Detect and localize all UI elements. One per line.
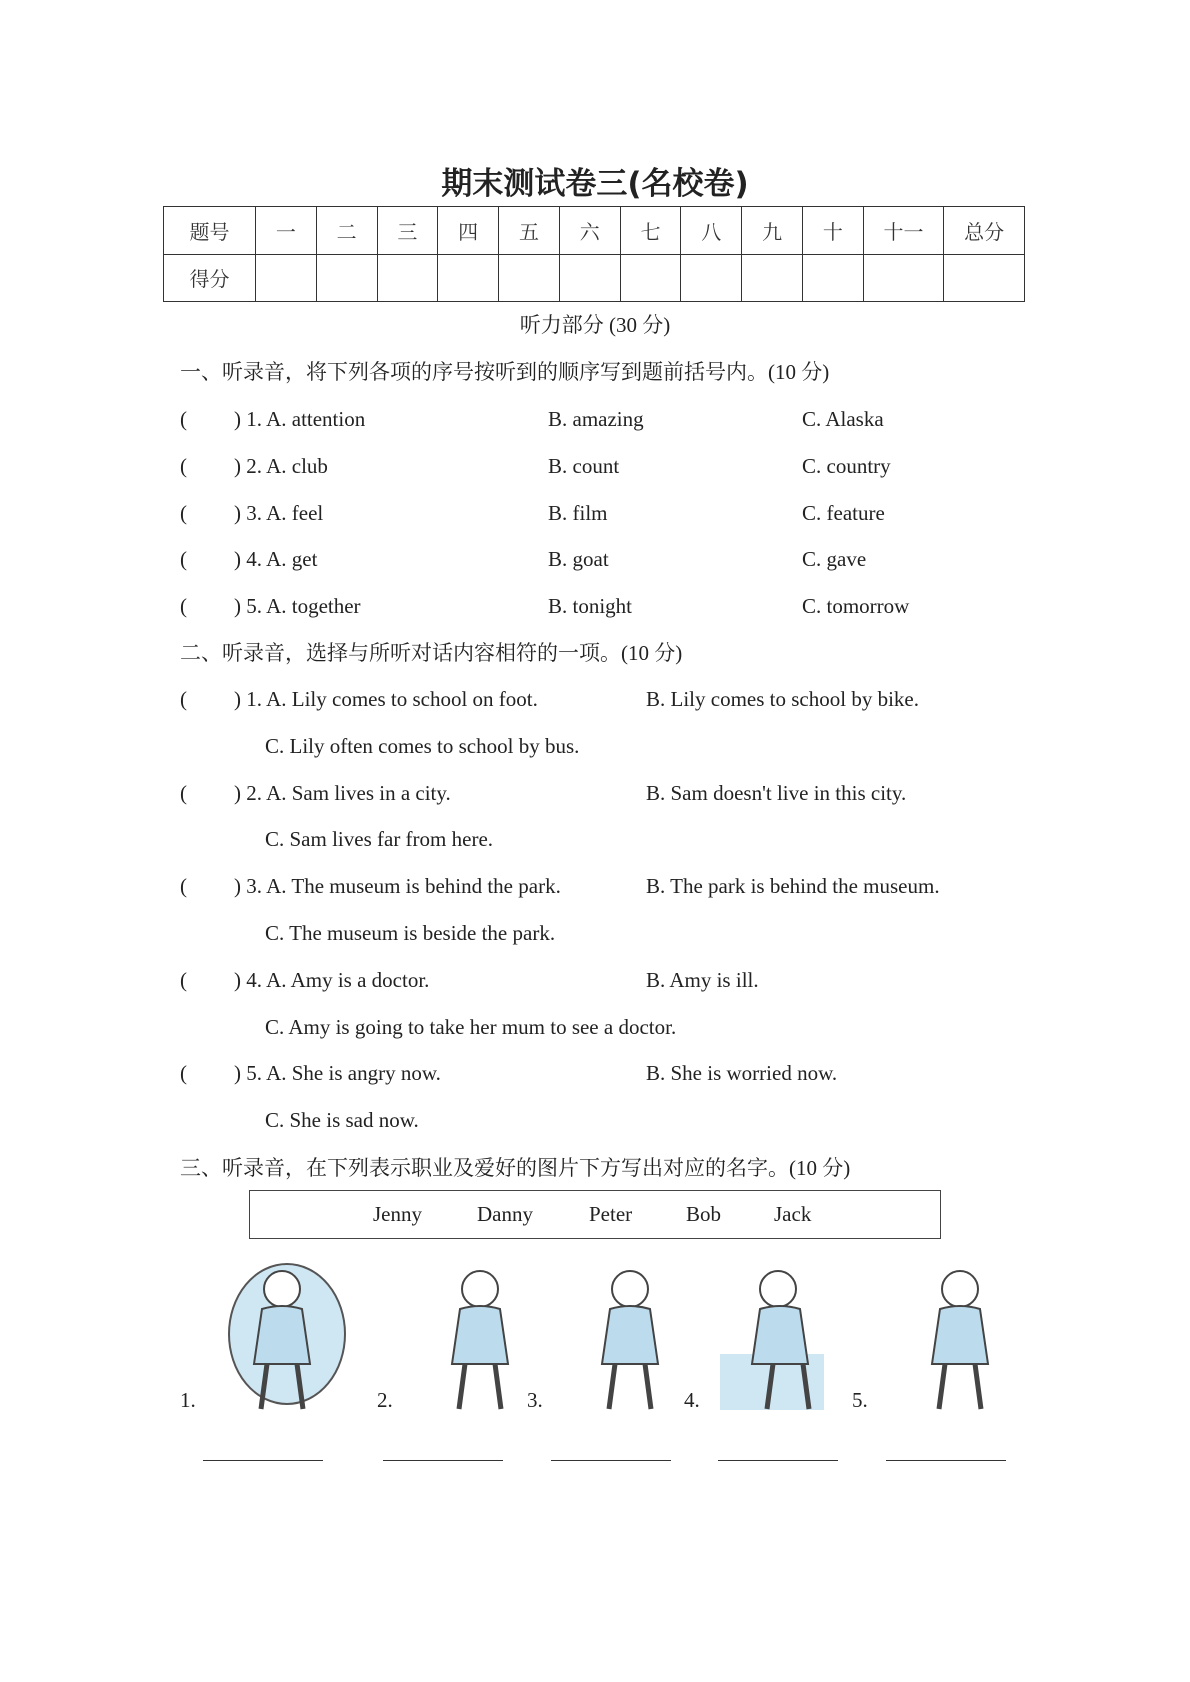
answer-paren[interactable]: ( [180, 500, 187, 525]
question-option-c: C. Sam lives far from here. [265, 827, 494, 852]
question-option-b: B. The park is behind the museum. [646, 874, 940, 899]
name-option: Danny [477, 1202, 533, 1226]
score-input-cell[interactable] [499, 254, 560, 302]
question-option-a: ) 1. A. Lily comes to school on foot. [234, 687, 538, 711]
question-option-a: ) 5. A. She is angry now. [234, 1061, 441, 1086]
picture-number: 4. [684, 1388, 700, 1412]
office-woman-picture [718, 1254, 868, 1419]
question-option-a: ) 4. A. get [234, 547, 318, 572]
question-option-b: B. goat [548, 547, 609, 572]
question-option-c: C. country [802, 453, 891, 478]
question-option-a: ) 2. A. club [234, 453, 328, 478]
score-header-cell: 五 [499, 207, 560, 255]
answer-paren[interactable]: ( [180, 874, 187, 899]
score-input-cell[interactable] [316, 254, 377, 302]
score-input-cell[interactable] [802, 254, 863, 302]
score-header-cell: 六 [559, 207, 620, 255]
question-option-a: ) 5. A. together [234, 594, 361, 619]
question-option-b: B. Amy is ill. [646, 967, 759, 992]
score-header-cell: 一 [255, 207, 316, 255]
score-input-cell[interactable] [255, 254, 316, 302]
score-header-cell: 四 [438, 207, 499, 255]
score-row-label: 得分 [164, 254, 256, 302]
question-option-b: B. film [548, 500, 608, 525]
score-header-cell: 七 [620, 207, 681, 255]
score-input-cell[interactable] [559, 254, 620, 302]
name-option: Bob [686, 1202, 722, 1226]
question-option-c: C. feature [802, 500, 885, 525]
question-option-c: C. The museum is beside the park. [265, 921, 556, 945]
question-option-a: ) 4. A. Amy is a doctor. [234, 967, 430, 992]
answer-blank[interactable] [718, 1460, 838, 1461]
answer-blank[interactable] [203, 1460, 323, 1461]
answer-blank[interactable] [383, 1460, 503, 1461]
answer-paren[interactable]: ( [180, 407, 187, 431]
name-option: Peter [589, 1202, 633, 1226]
score-input-cell[interactable] [438, 254, 499, 302]
answer-paren[interactable]: ( [180, 1061, 187, 1086]
question-option-b: B. amazing [548, 407, 644, 431]
question-option-a: ) 1. A. attention [234, 407, 366, 431]
answer-blank[interactable] [886, 1460, 1006, 1461]
score-input-cell[interactable] [377, 254, 438, 302]
answer-blank[interactable] [551, 1460, 671, 1461]
question-option-a: ) 3. A. feel [234, 500, 324, 525]
fishing-boy-picture [410, 1254, 560, 1419]
name-option: Jack [774, 1202, 812, 1226]
answer-paren[interactable]: ( [180, 687, 187, 711]
score-header-cell: 八 [681, 207, 742, 255]
score-header-cell: 九 [742, 207, 803, 255]
score-header-cell: 三 [377, 207, 438, 255]
picture-number: 5. [852, 1388, 868, 1412]
name-option: Jenny [373, 1202, 422, 1226]
question-option-b: B. count [548, 453, 620, 478]
question-option-c: C. tomorrow [802, 594, 910, 619]
picture-number: 3. [527, 1388, 543, 1412]
answer-paren[interactable]: ( [180, 780, 187, 805]
question-option-b: B. Sam doesn't live in this city. [646, 780, 907, 805]
question-option-b: B. tonight [548, 594, 633, 619]
page-title: 期末测试卷三(名校卷) [441, 166, 749, 202]
question-option-c: C. gave [802, 547, 867, 572]
picture-number: 1. [180, 1388, 196, 1412]
answer-paren[interactable]: ( [180, 453, 187, 478]
question-option-c: C. Amy is going to take her mum to see a doctor. [265, 1014, 677, 1039]
score-input-cell[interactable] [681, 254, 742, 302]
score-input-cell[interactable] [863, 254, 944, 302]
question-option-c: C. Lily often comes to school by bus. [265, 733, 580, 758]
score-table [163, 206, 1025, 302]
question-option-b: B. Lily comes to school by bike. [646, 687, 919, 711]
score-input-cell[interactable] [742, 254, 803, 302]
part-heading: 听力部分 (30 分) [519, 313, 671, 337]
question-option-b: B. She is worried now. [646, 1061, 838, 1086]
score-header-cell: 二 [316, 207, 377, 255]
question-option-c: C. Alaska [802, 407, 884, 431]
score-header-cell: 题号 [164, 207, 256, 255]
section3-heading: 三、听录音，在下列表示职业及爱好的图片下方写出对应的名字。(10 分) [180, 1156, 851, 1180]
reporter-picture [890, 1254, 1040, 1419]
answer-paren[interactable]: ( [180, 967, 187, 992]
question-option-c: C. She is sad now. [265, 1108, 419, 1133]
score-header-cell: 总分 [944, 207, 1025, 255]
question-option-a: ) 2. A. Sam lives in a city. [234, 780, 451, 805]
worker-picture [212, 1254, 362, 1419]
score-header-cell: 十一 [863, 207, 944, 255]
postman-picture [560, 1254, 710, 1419]
score-header-cell: 十 [802, 207, 863, 255]
answer-paren[interactable]: ( [180, 594, 187, 619]
section1-heading: 一、听录音，将下列各项的序号按听到的顺序写到题前括号内。(10 分) [180, 360, 830, 384]
score-input-cell[interactable] [620, 254, 681, 302]
picture-number: 2. [377, 1388, 393, 1412]
answer-paren[interactable]: ( [180, 547, 187, 572]
question-option-a: ) 3. A. The museum is behind the park. [234, 874, 561, 899]
section2-heading: 二、听录音，选择与所听对话内容相符的一项。(10 分) [180, 641, 683, 665]
score-input-cell[interactable] [944, 254, 1025, 302]
